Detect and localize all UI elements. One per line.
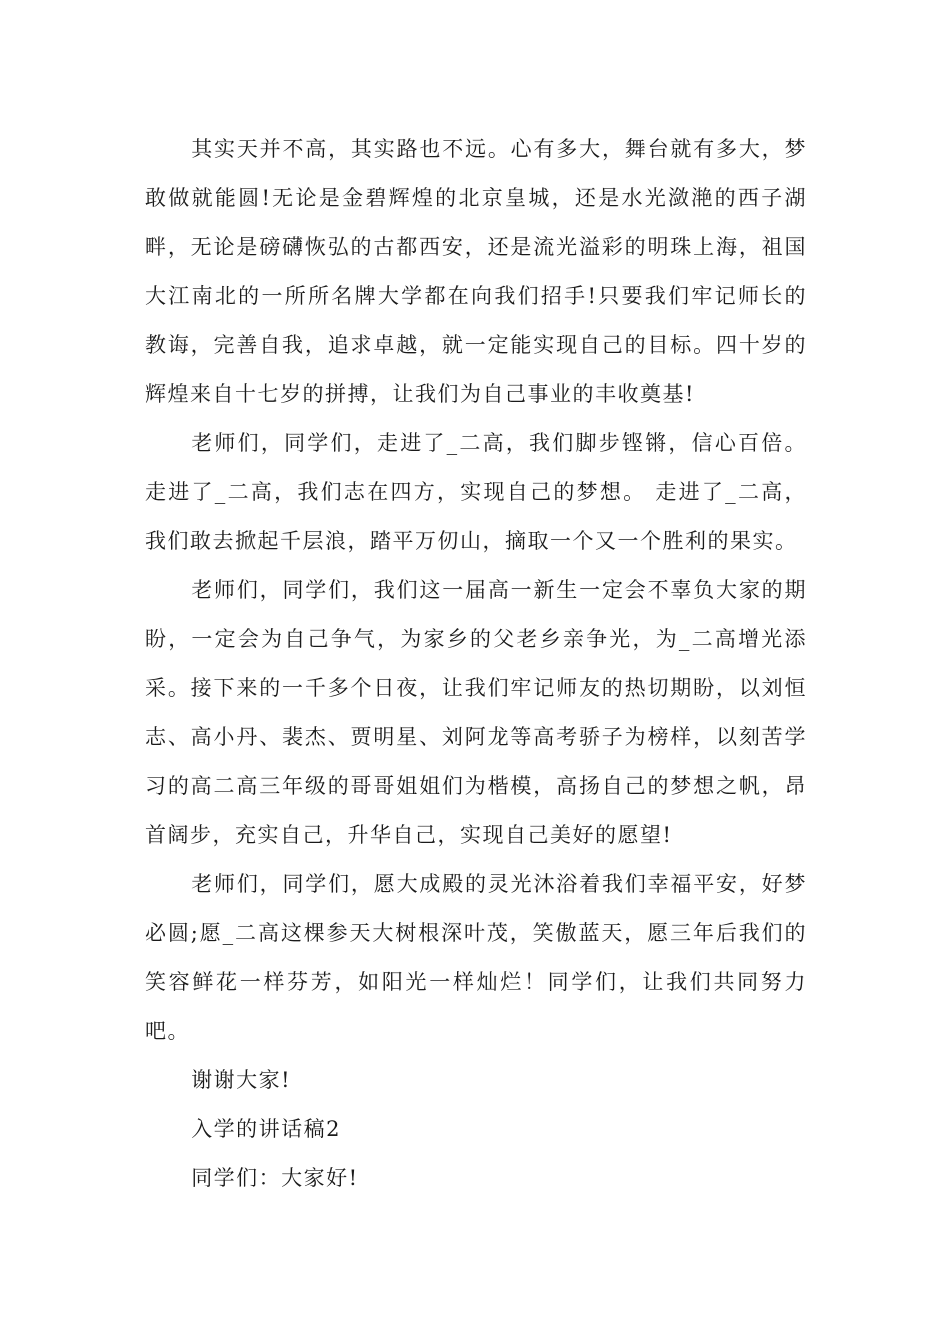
document-page [145,125,807,1203]
paragraph-3: 老师们，同学们，我们这一届高一新生一定会不辜负大家的期盼，一定会为自己争气，为家乡的父老乡亲争光，为_二高增光添采。接下来的一千多个日夜，让我们牢记师友的热切期盼，以刘恒志、高小丹、裴杰、贾明星、刘阿龙等高考骄子为榜样，以刻苦学习的高二高三年级的哥哥姐姐们为楷模，高扬自己的梦想之帆，昂首阔步，充实自己，升华自己，实现自己美好的愿望! [145,578,807,847]
paragraph-2: 老师们，同学们，走进了_二高，我们脚步铿锵，信心百倍。走进了_二高，我们志在四方，实现自己的梦想。 走进了_二高，我们敢去掀起千层浪，踏平万仞山，摘取一个又一个胜利的果实。 [145,431,807,553]
thanks-line: 谢谢大家! [191,1068,292,1092]
greeting-line: 同学们：大家好! [191,1166,359,1190]
paragraph-4: 老师们，同学们，愿大成殿的灵光沐浴着我们幸福平安，好梦必圆;愿_二高这棵参天大树根深叶茂，笑傲蓝天，愿三年后我们的笑容鲜花一样芬芳，如阳光一样灿烂！同学们，让我们共同努力吧。 [145,872,807,1043]
section-title: 入学的讲话稿2 [191,1117,342,1141]
paragraph-1: 其实天并不高，其实路也不远。心有多大，舞台就有多大，梦敢做就能圆!无论是金碧辉煌的北京皇城，还是水光潋滟的西子湖畔，无论是磅礴恢弘的古都西安，还是流光溢彩的明珠上海，祖国大江南北的一所所名牌大学都在向我们招手!只要我们牢记师长的教诲，完善自我，追求卓越，就一定能实现自己的目标。四十岁的辉煌来自十七岁的拼搏，让我们为自己事业的丰收奠基! [145,137,807,406]
